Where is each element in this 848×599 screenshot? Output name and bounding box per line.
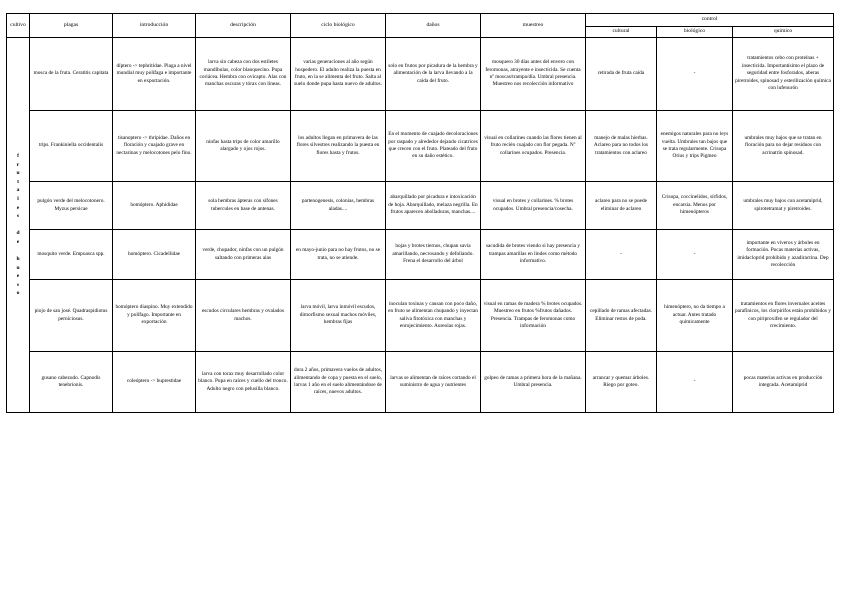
cell-muestreo: visual en brotes y collarines. % brotes ocupados. Umbral presencia/cosecha. xyxy=(481,182,586,230)
cell-danos: larvas se alimentan de raíces cortando el suministro de agua y nutrientes xyxy=(386,352,481,413)
cultivo-vertical-label: f r u t a l e s d e h u e s o xyxy=(7,38,30,413)
cell-descripcion: ninfas hasta trips de color amarillo alargado y ojos rojos. xyxy=(196,111,291,182)
cell-biologico: - xyxy=(657,230,733,280)
pest-table xyxy=(6,13,834,413)
cell-muestreo: golpeo de ramas a primera hora de la mañana. Umbral presencia. xyxy=(481,352,586,413)
cell-danos: inoculan toxinas y causan con poco daño, en fruto se alimentan chupando y inyectan saliva fitotóxica con manchas y enrojecimiento. Aureolas rojas. xyxy=(386,280,481,352)
header-control: control xyxy=(586,14,834,27)
header-ciclo: ciclo biológico xyxy=(291,14,386,38)
header-biologico: biológico xyxy=(657,27,733,38)
cell-descripcion: verde, chupador, ninfas con un pulgón saltando con primeras alas xyxy=(196,230,291,280)
cell-descripcion: escudos circulares hembras y ovalados machos. xyxy=(196,280,291,352)
cell-biologico: - xyxy=(657,352,733,413)
table-row xyxy=(7,352,834,413)
pest-control-table-page xyxy=(6,13,833,413)
cell-cultural: retirada de fruta caída xyxy=(586,38,657,111)
cell-biologico: - xyxy=(657,38,733,111)
cell-biologico: himenóptero, no da tiempo a actuar. Antes tratado químicamente xyxy=(657,280,733,352)
cell-quimico: umbrales muy bajos con acetamiprid, spirotetramat y piretroides. xyxy=(733,182,834,230)
header-row-top xyxy=(7,14,834,27)
cell-introduccion: tisanoptero -> thripidae. Daños en floración y cuajado grave en nectarinas y melocotones pelo fino. xyxy=(113,111,196,182)
header-danos: daños xyxy=(386,14,481,38)
cell-descripcion: larva sin cabeza con dos estiletes mandíbulas, color blanquecino. Pupa coriácea. Hembra con ovicapto. Alas con manchas oscuras y tórax con líneas. xyxy=(196,38,291,111)
header-quimico: químico xyxy=(733,27,834,38)
cell-ciclo: varias generaciones al año según hospedero. El adulto realiza la puesta en fruto, en la se alimenta del fruto. Salta al suelo donde pupa hasta nuevo de adultos. xyxy=(291,38,386,111)
header-cultivo: cultivo xyxy=(7,14,30,38)
cell-cultural: arrancar y quemar árboles. Riego por goteo. xyxy=(586,352,657,413)
table-row xyxy=(7,111,834,182)
table-row xyxy=(7,38,834,111)
cell-plaga: mosca de la fruta. Ceratitis capitata xyxy=(30,38,113,111)
cell-quimico: importante en viveros y árboles en formación. Pocas materias activas, imidacloprid prohibido y azadiractina. Dep recolección xyxy=(733,230,834,280)
cell-biologico: enemigos naturales para no leys vuelta. Umbrales tan bajos que se trata regularmente. Crisopa Orius y trips Pigmeo xyxy=(657,111,733,182)
cell-cultural: - xyxy=(586,230,657,280)
cell-introduccion: coleóptero -> buprestidae xyxy=(113,352,196,413)
cell-introduccion: díptero -> tephritidae. Plaga a nivel mundial muy polífaga e importante en exportación. xyxy=(113,38,196,111)
cell-muestreo: mosquero 30 días antes del envero con feromonas, atrayente e insecticida. Se cuenta nº moscas/trampa/día. Umbral presencia. Muestreo nos recolección informativo xyxy=(481,38,586,111)
cell-ciclo: los adultos llegan en primavera de las flores silvestres realizando la puesta en flores hasta y frutos. xyxy=(291,111,386,182)
cell-ciclo: en mayo-junio para no hay frutos, no se trata, no se atiende. xyxy=(291,230,386,280)
header-descripcion: descripción xyxy=(196,14,291,38)
cell-quimico: tratamientos cebo con proteínas + insecticida. Importantísimo el plazo de seguridad entre fosforados, aberas piretroides, spinosad y esterilización química con lufenurón xyxy=(733,38,834,111)
cell-plaga: piojo de san josé. Quadraspidiotus perniciosus. xyxy=(30,280,113,352)
cell-muestreo: sacudida de brotes viendo si hay presencia y trampas amarillas en lindes como método informativo. xyxy=(481,230,586,280)
table-row xyxy=(7,280,834,352)
cell-ciclo: partenogenesis, colonias, hembras aladas.... xyxy=(291,182,386,230)
cell-plaga: gusano cabezudo. Capnodis tenebrionis. xyxy=(30,352,113,413)
cell-introduccion: homóptero diaspino. Muy extendido y polífago. Importante en exportación xyxy=(113,280,196,352)
cell-biologico: Crisopa, coccinelidos, sírfidos, encarsia. Menos por himenópteros xyxy=(657,182,733,230)
header-introduccion: introducción xyxy=(113,14,196,38)
cell-danos: En el momento de cuajado decoloraciones por raspado y alrededor dejando cicatrices que crecen con el fruto. Plateado del fruto en su daño estético. xyxy=(386,111,481,182)
cell-quimico: pocas materias activas en producción integrada. Acetamiprid xyxy=(733,352,834,413)
cell-descripcion: larva con torax muy desarrollado color blanco. Pupa en raíces y cuello del tronco. Adulto negro con pelusilla blanco. xyxy=(196,352,291,413)
header-cultural: cultural xyxy=(586,27,657,38)
cell-cultural: manejo de malas hierbas. Aclareo para no todos los tratamientos con aclareo xyxy=(586,111,657,182)
cell-danos: abarquillado por picadura e intoxicación de hoja. Abarquillado, melaza negrilla. En frutos aparecen abolladuras, manchas.... xyxy=(386,182,481,230)
cell-introduccion: homóptero. Aphididae xyxy=(113,182,196,230)
table-row xyxy=(7,230,834,280)
cell-cultural: cepillado de ramas afectadas. Eliminar restos de poda. xyxy=(586,280,657,352)
cell-muestreo: visual en ramas de madera % brotes ocupados. Muestreo en frutos %frutos dañados. Presencia. Trampas de feromonas como información xyxy=(481,280,586,352)
cell-ciclo: dura 2 años, primavera vuelos de adultos, alimentando de copa y puesta en el suelo, larvas 1 año en el suelo alimentándose de raíces, nuevos adultos. xyxy=(291,352,386,413)
header-muestreo: muestreo xyxy=(481,14,586,38)
header-plagas: plagas xyxy=(30,14,113,38)
cell-muestreo: visual en collarines cuando las flores tienen al fruto recién cuajado con flor pegada. Nº collarines ocupados. Presencia. xyxy=(481,111,586,182)
table-row xyxy=(7,182,834,230)
cell-plaga: mosquito verde. Empoasca spp. xyxy=(30,230,113,280)
cell-plaga: pulgón verde del melocotonero. Myzus persicae xyxy=(30,182,113,230)
cell-descripcion: sola hembras ápteras con sifones tubercules en base de antenas. xyxy=(196,182,291,230)
cell-danos: hojas y brotes tiernos, chupan savia amarillando, necrosando y defoliando. Frena el desarrollo del árbol xyxy=(386,230,481,280)
cell-plaga: trips. Frankiniella occidentalis xyxy=(30,111,113,182)
cell-quimico: tratamientos en flores invernales aceites parafínicos, los clorpirifos están prohibidos y con piriproxifen se regulador del crecimiento. xyxy=(733,280,834,352)
cell-introduccion: homóptero. Cicadellidae xyxy=(113,230,196,280)
cell-danos: solo en frutos por picadura de la hembra y alimentación de la larva llevando a la caída del fruto. xyxy=(386,38,481,111)
cell-quimico: umbrales muy bajos que se tratan en floración para no dejar residuos con acrinatrín spinosad. xyxy=(733,111,834,182)
cell-cultural: aclareo para no se puede eliminar de aclareo xyxy=(586,182,657,230)
cell-ciclo: larva móvil, larva inmóvil escudos, dimorfismo sexual machos móviles, hembras fijas xyxy=(291,280,386,352)
